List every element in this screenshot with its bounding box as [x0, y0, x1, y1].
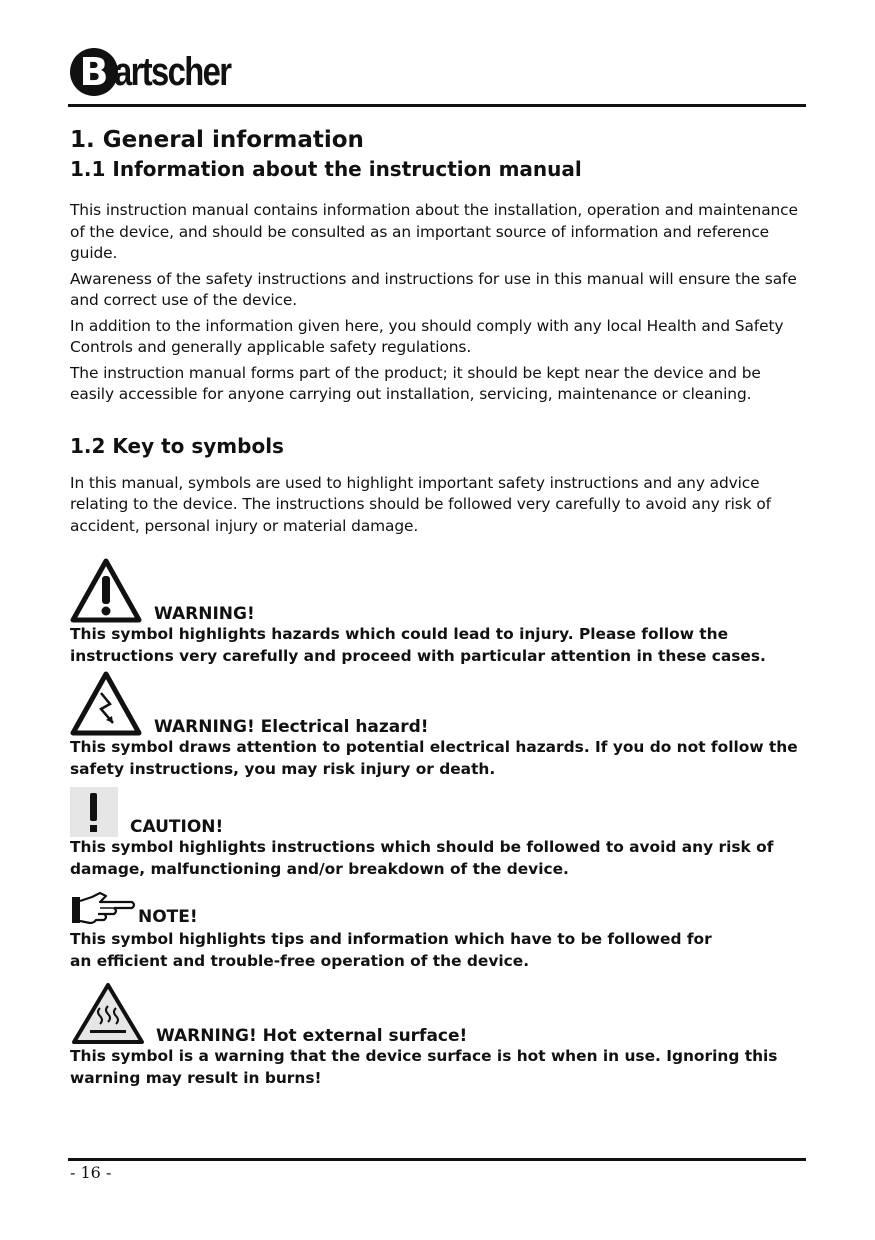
symbol-description: This symbol is a warning that the device surface is hot when in use. Ignoring this warning may result in burns!	[70, 1047, 778, 1087]
header-rule	[68, 104, 806, 107]
pointing-hand-icon	[70, 891, 136, 927]
symbol-note	[70, 891, 806, 972]
section-title-general: 1. General information	[70, 127, 364, 153]
caution-exclamation-icon	[70, 787, 118, 837]
hot-surface-icon	[70, 982, 146, 1046]
paragraph: In addition to the information given here, you should comply with any local Health and Safety Controls and generally applicable safety regulations.	[70, 316, 784, 356]
brand-initial: B	[70, 48, 118, 96]
brand-name: artscher	[114, 49, 231, 94]
symbol-hot-surface	[70, 982, 806, 1089]
brand-logo	[70, 44, 256, 100]
symbol-title: CAUTION!	[130, 817, 224, 837]
footer-rule	[68, 1158, 806, 1161]
symbol-electrical	[70, 671, 806, 780]
section-title-manual: 1.1 Information about the instruction manual	[70, 157, 582, 181]
symbols-intro: In this manual, symbols are used to highlight important safety instructions and any advice relating to the device. The instructions should be followed very carefully to avoid any risk of accident, personal injury or material damage.	[70, 473, 771, 535]
paragraph: The instruction manual forms part of the product; it should be kept near the device and be easily accessible for anyone carrying out installation, servicing, maintenance or cleaning.	[70, 363, 761, 403]
symbol-description: This symbol draws attention to potential electrical hazards. If you do not follow the safety instructions, you may risk injury or death.	[70, 738, 798, 778]
paragraph: Awareness of the safety instructions and instructions for use in this manual will ensure the safe and correct use of the device.	[70, 269, 797, 309]
symbol-caution	[70, 787, 806, 880]
page-content	[70, 125, 806, 1089]
symbol-description: an efficient and trouble-free operation of the device.	[70, 951, 530, 970]
symbol-description: This symbol highlights tips and information which have to be followed for	[70, 930, 712, 948]
page-number: - 16 -	[70, 1163, 112, 1182]
symbol-title: WARNING! Electrical hazard!	[154, 717, 429, 737]
electrical-hazard-icon	[70, 671, 142, 737]
section-title-symbols: 1.2 Key to symbols	[70, 433, 284, 458]
symbol-warning	[70, 558, 806, 667]
symbol-title: WARNING! Hot external surface!	[156, 1026, 468, 1046]
symbol-description: This symbol highlights instructions which should be followed to avoid any risk of damage, malfunctioning and/or breakdown of the device.	[70, 838, 774, 878]
symbol-description: This symbol highlights hazards which could lead to injury. Please follow the instructions very carefully and proceed with particular attention in these cases.	[70, 625, 766, 665]
paragraph: This instruction manual contains information about the installation, operation and maintenance of the device, and should be consulted as an important source of information and reference guide.	[70, 201, 798, 262]
warning-triangle-icon	[70, 558, 142, 624]
manual-paragraphs	[70, 200, 806, 406]
symbol-title: WARNING!	[154, 604, 255, 624]
symbol-title: NOTE!	[138, 907, 198, 927]
